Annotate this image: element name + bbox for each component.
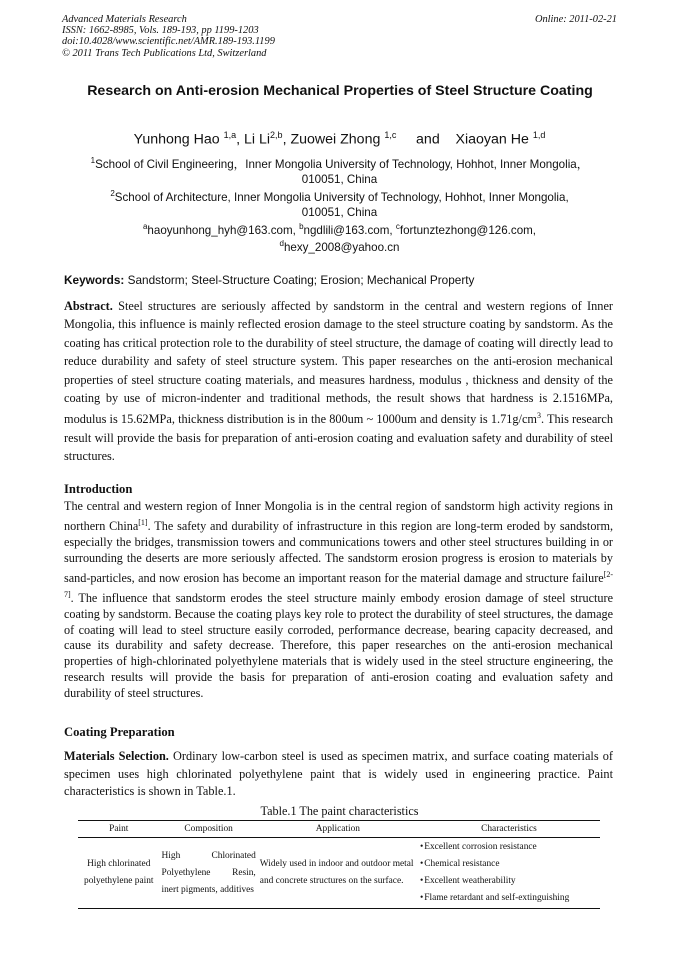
- email-link[interactable]: fortunztezhong@126.com,: [399, 223, 537, 237]
- affiliation-2: [62, 186, 617, 221]
- application-cell: Widely used in indoor and outdoor metal and concrete structures on the surface.: [258, 838, 418, 909]
- author-list: [62, 126, 617, 149]
- author-affiliation-mark: 1,c: [384, 130, 397, 140]
- author-affiliation-mark: 1,a: [223, 130, 237, 140]
- affiliation-postcode: 010051, China: [301, 206, 378, 220]
- email-mark: c: [395, 222, 400, 231]
- author-name: Li Li: [244, 131, 271, 148]
- author-affiliation-mark: 1,d: [532, 130, 546, 140]
- author-name: Yunhong Hao: [133, 131, 220, 148]
- table-caption: Table.1 The paint characteristics: [260, 804, 419, 818]
- abstract-label: Abstract.: [64, 299, 113, 313]
- introduction-paragraph: [64, 499, 613, 702]
- keywords-label: Keywords:: [64, 273, 125, 287]
- author-separator-and: and: [416, 131, 440, 148]
- email-link[interactable]: haoyunhong_hyh@163.com,: [147, 223, 300, 237]
- abstract-superscript: 3: [536, 411, 541, 421]
- abstract-text-end: . This research result will provide the basis for preparation of anti-erosion coating and evaluation safety and durability of steel structures.: [64, 412, 613, 464]
- table-header-cell: Paint: [78, 821, 160, 838]
- introduction-text: . The safety and durability of infrastructure in this region are long-term eroded by sandstorm, especially the bridges, transmission towers and communications towers and other steel structures building in or surrounding the deserts are more seriously affected. The sandstorm erosion progress is erosion to materials by sand-particles, and now erosion has become an important reason for the material damage and structure failure: [64, 518, 613, 585]
- affiliation-text: School of Civil Engineering，Inner Mongolia University of Technology, Hohhot, Inner Mongolia，: [95, 157, 589, 171]
- table-header-cell: Characteristics: [418, 821, 600, 838]
- author-name: Zuowei Zhong: [290, 131, 381, 148]
- citation[interactable]: [1]: [138, 517, 148, 527]
- paint-cell: High chlorinated polyethylene paint: [78, 838, 160, 909]
- email-link[interactable]: ngdlili@163.com,: [303, 223, 396, 237]
- journal-name: Advanced Materials Research: [62, 14, 187, 25]
- keywords: [64, 273, 474, 287]
- affiliation-1: [62, 153, 617, 188]
- email-list-second-line: [62, 236, 617, 255]
- affiliation-mark: 1: [90, 156, 96, 165]
- characteristic-item: • Excellent corrosion resistance: [420, 839, 598, 856]
- email-mark: b: [299, 222, 304, 231]
- table-row: [78, 838, 600, 909]
- materials-selection-paragraph: [64, 748, 613, 801]
- author-separator: ,: [282, 131, 291, 148]
- affiliation-mark: 2: [110, 189, 115, 198]
- introduction-text: . The influence that sandstorm erodes the steel structure mainly embody erosion damage of steel structure coating by sandstorm. Because the coating plays key role to protect the durability of steel structures, the damage of coating will lead to steel structure easily corroded, performance decrease, bearing capacity decreased, and cause its durability and safety decrease. Therefore, this paper researches on the anti-erosion mechanical properties of high-chlorinated polyethylene materials that is widely used in the steel structure engineering, the research results will provide the basis for preparation of anti-erosion coating and evaluation safety and durability of steel structures.: [64, 590, 613, 701]
- online-date: Online: 2011-02-21: [534, 14, 617, 25]
- keywords-text: Sandstorm; Steel-Structure Coating; Erosion; Mechanical Property: [124, 273, 475, 287]
- author-affiliation-mark: 2,b: [270, 130, 283, 140]
- characteristic-item: • Excellent weatherability: [420, 873, 598, 890]
- characteristics-cell: [418, 838, 600, 909]
- composition-cell: High Chlorinated Polyethylene Resin, inert pigments, additives: [160, 838, 258, 909]
- doi-line: doi:10.4028/www.scientific.net/AMR.189-193.1199: [62, 36, 275, 48]
- table-header-cell: Composition: [160, 821, 258, 838]
- citation[interactable]: [2-7]: [64, 569, 613, 599]
- email-mark: d: [279, 239, 284, 248]
- copyright-line: © 2011 Trans Tech Publications Ltd, Switzerland: [62, 47, 267, 59]
- materials-selection-label: Materials Selection.: [64, 749, 169, 763]
- abstract-text: Steel structures are seriously affected by sandstorm in the central and western regions of Inner Mongolia, this influence is mainly reflected erosion damage to the steel structure coating by sandstorm. As the coating has critical protection role to the durability of steel structure, the damage of coating will directly lead to reduce durability and safety of steel structure system. This paper researches on the anti-erosion mechanical properties of steel structure coating materials, and measures hardness, modulus , thickness and density of the coating by use of micron-indenter and traditional methods, the result shows that hardness is 2.1516MPa, modulus is 15.62MPa, thickness distribution is in the 800um ~ 1000um and density is 1.71g/cm: [64, 299, 613, 427]
- introduction-text: The central and western region of Inner Mongolia is in the central region of sandstorm high activity regions in northern China: [64, 499, 613, 533]
- author-separator: ,: [236, 131, 245, 148]
- journal-header: [62, 14, 617, 59]
- coating-preparation-heading: Coating Preparation: [64, 725, 175, 739]
- email-mark: a: [142, 222, 148, 231]
- email-link[interactable]: hexy_2008@yahoo.cn: [283, 240, 400, 254]
- characteristic-item: • Flame retardant and self-extinguishing: [420, 890, 598, 907]
- paper-title: Research on Anti-erosion Mechanical Properties of Steel Structure Coating: [87, 83, 593, 99]
- author-name: Xiaoyan He: [455, 131, 529, 148]
- materials-selection-text: Ordinary low-carbon steel is used as specimen matrix, and surface coating materials of specimen uses high chlorinated polyethylene paint that is widely used in engineering practice. Paint characteristics is shown in Table.1.: [64, 749, 614, 798]
- table-header-cell: Application: [258, 821, 418, 838]
- introduction-heading: Introduction: [64, 482, 133, 496]
- issn-line: ISSN: 1662-8985, Vols. 189-193, pp 1199-1203: [62, 25, 259, 37]
- abstract: [64, 297, 613, 466]
- paint-characteristics-table: [78, 820, 600, 909]
- characteristic-item: • Chemical resistance: [420, 856, 598, 873]
- affiliation-text: School of Architecture, Inner Mongolia University of Technology, Hohhot, Inner Mongolia,: [114, 190, 569, 204]
- affiliation-postcode: 010051, China: [301, 173, 378, 187]
- table-header-row: [78, 821, 600, 838]
